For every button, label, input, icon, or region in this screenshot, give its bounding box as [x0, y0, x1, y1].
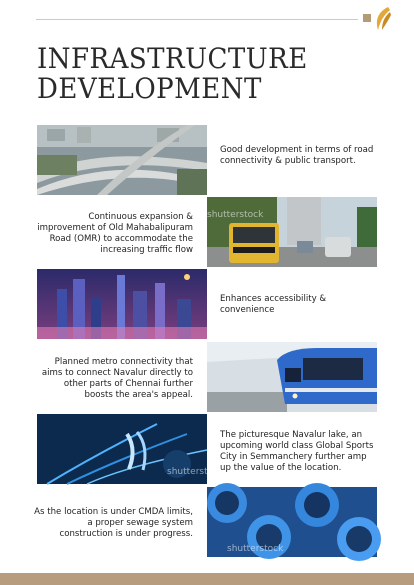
- caption-metro-connectivity: Planned metro connectivity that aims to connect Navalur directly to other parts of Chennai further boosts the area's appeal.: [41, 357, 193, 400]
- svg-text:shutterstock: shutterstock: [167, 467, 224, 477]
- title-line-1: INFRASTRUCTURE: [37, 42, 308, 75]
- svg-text:shutterstock: shutterstock: [227, 544, 284, 554]
- city-road-traffic-photo: [207, 197, 377, 267]
- top-divider: [36, 19, 358, 20]
- night-city-skyline-photo: [37, 269, 207, 339]
- caption-omr-expansion: Continuous expansion & improvement of Old Mahabalipuram Road (OMR) to accommodate the increasing traffic flow: [37, 212, 193, 255]
- caption-accessibility: Enhances accessibility & convenience: [220, 294, 327, 315]
- caption-navalur-lake: The picturesque Navalur lake, an upcoming world class Global Sports City in Semmanchery further amp up the value of the location.: [220, 430, 374, 473]
- metro-train-photo: [207, 342, 377, 412]
- caption-sewage-system: As the location is under CMDA limits, a proper sewage system construction is under progress.: [34, 507, 193, 539]
- brand-square-icon: [363, 14, 371, 22]
- digital-network-photo: [37, 414, 224, 484]
- bottom-accent-bar: [0, 573, 414, 585]
- page-title: [37, 44, 308, 104]
- svg-text:shutterstock: shutterstock: [207, 210, 264, 220]
- highway-flyover-photo: [37, 125, 207, 195]
- blue-sewage-pipes-photo: [207, 487, 377, 557]
- title-line-2: DEVELOPMENT: [37, 72, 262, 105]
- caption-road-connectivity: Good development in terms of road connectivity & public transport.: [220, 145, 374, 166]
- brand-leaf-icon: [374, 6, 392, 32]
